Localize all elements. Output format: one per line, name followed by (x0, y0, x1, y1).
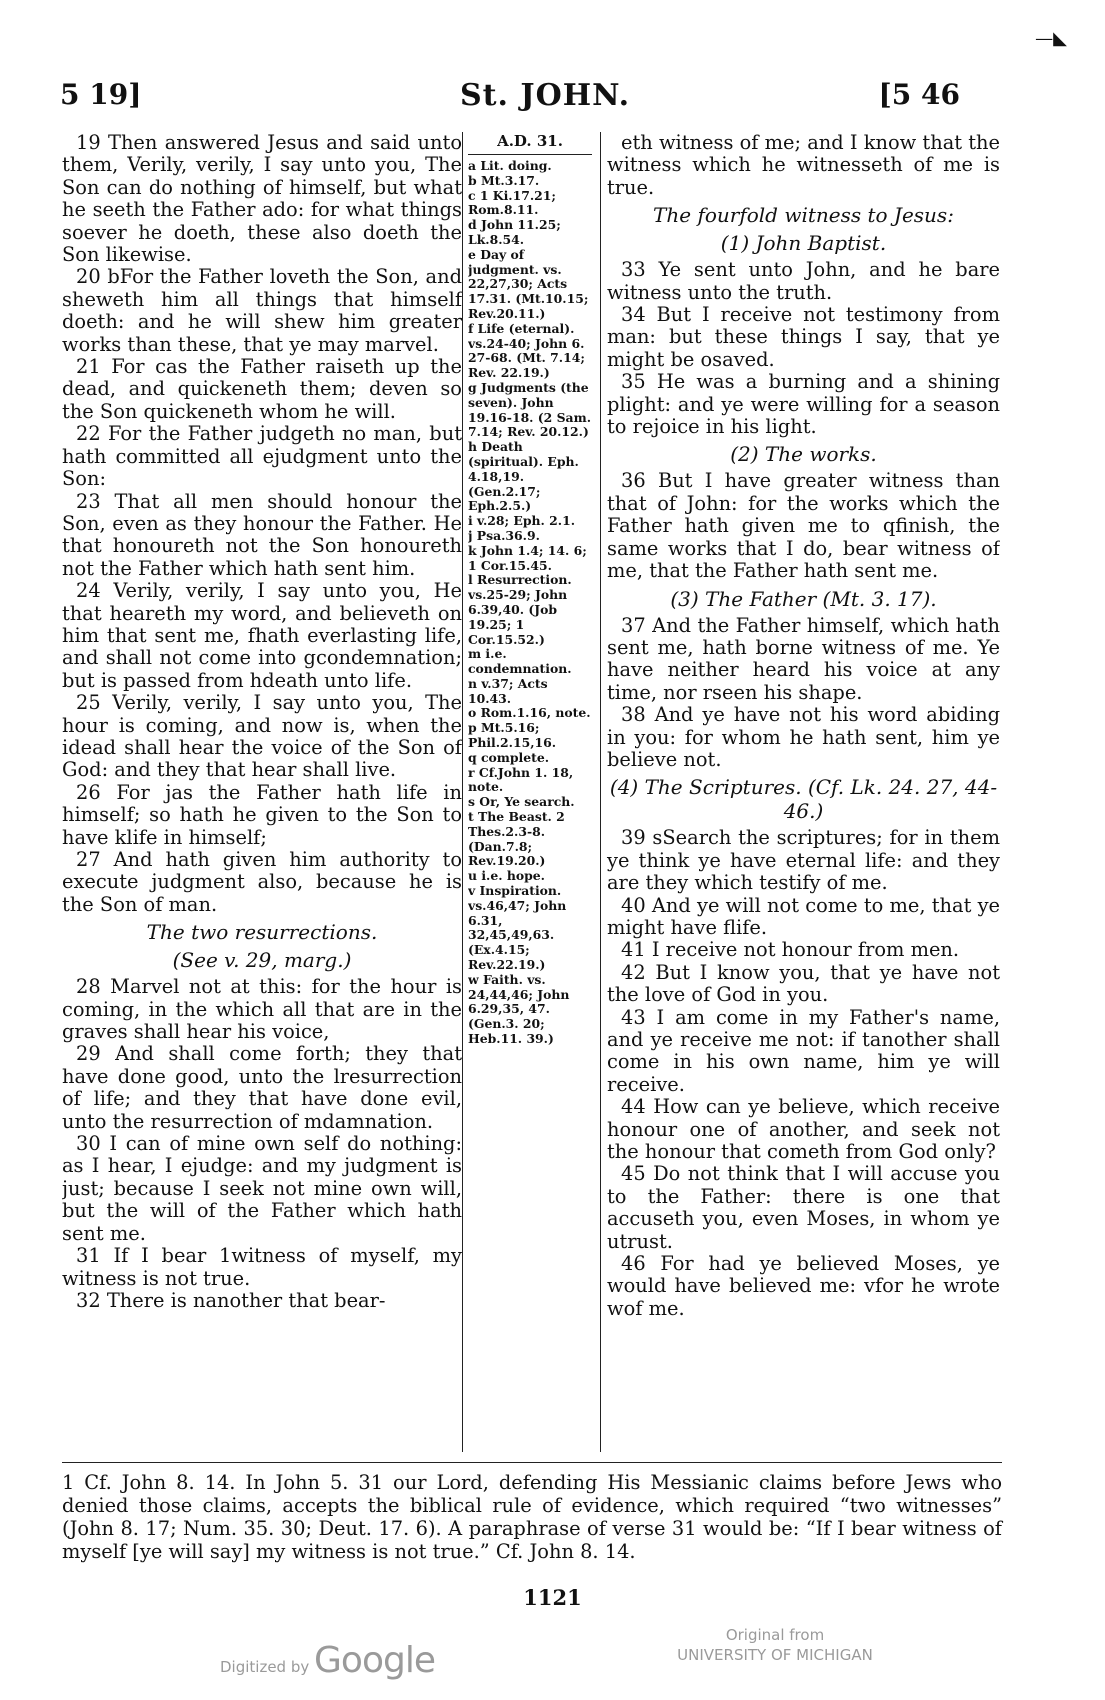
verse-paragraph: 40 And ye will not come to me, that ye might have flife. (607, 893, 1000, 939)
verse-paragraph: eth witness of me; and I know that the witness which he witnesseth of me is true. (607, 132, 1000, 199)
margin-date-heading: A.D. 31. (468, 132, 592, 155)
margin-reference-note: c 1 Ki.17.21; Rom.8.11. (468, 187, 556, 218)
header-left-reference: 5 19] (60, 78, 142, 111)
verse-paragraph: 34 But I receive not testimony from man: but these things I say, that ye might be osaved. (607, 303, 1000, 371)
verse-paragraph: 42 But I know you, that ye have not the love of God in you. (607, 960, 1000, 1007)
margin-reference-note: n v.37; Acts 10.43. (468, 675, 548, 706)
verse-paragraph: 39 sSearch the scriptures; for in them ye think ye have eternal life: and they are they which testify of me. (607, 826, 1000, 895)
verse-paragraph: 22 For the Father judgeth no man, but hath committed all ejudgment unto the Son: (62, 422, 462, 491)
margin-reference-note: m i.e. condemnation. (468, 646, 572, 677)
margin-reference-note: w Faith. vs. 24,44,46; John 6.29,35, 47. (Gen.3. 20; Heb.11. 39.) (468, 971, 570, 1047)
margin-references-column (468, 132, 592, 1452)
digitized-watermark (220, 1640, 435, 1681)
left-text-column (62, 132, 463, 1452)
margin-reference-note: o Rom.1.16, note. (468, 705, 591, 721)
verse-paragraph: 19 Then answered Jesus and said unto them, Verily, verily, I say unto you, The Son can do nothing of himself, but what he seeth the Father ado: for what things soever he doeth, these also doeth the Son likewise. (62, 132, 462, 267)
section-heading: (4) The Scriptures. (Cf. Lk. 24. 27, 44-46.) (609, 775, 998, 824)
verse-paragraph: 25 Verily, verily, I say unto you, The hour is coming, and now is, when the idead shall hear the voice of the Son of God: and they that hear shall live. (62, 691, 462, 782)
verse-paragraph: 43 I am come in my Father's name, and ye receive me not: if tanother shall come in his own name, him ye will receive. (607, 1005, 1000, 1096)
university-label: UNIVERSITY OF MICHIGAN (677, 1646, 873, 1664)
section-heading: (See v. 29, marg.) (172, 948, 352, 973)
corner-mark: —◣ (1035, 28, 1067, 49)
margin-reference-note: e Day of judgment. vs. 22,27,30; Acts 17.31. (Mt.10.15; Rev.20.11.) (468, 246, 589, 321)
section-heading: (1) John Baptist. (720, 231, 887, 256)
verse-paragraph: 37 And the Father himself, which hath sent me, hath borne witness of me. Ye have neither heard his voice at any time, nor rseen his shape. (607, 613, 1000, 704)
margin-notes-list (468, 159, 592, 1047)
right-text-column (600, 132, 1000, 1452)
verse-paragraph: 31 If I bear 1witness of myself, my witness is not true. (62, 1244, 462, 1290)
verse-paragraph: 33 Ye sent unto John, and he bare witness unto the truth. (607, 258, 1000, 304)
verse-paragraph: 41 I receive not honour from men. (621, 938, 960, 962)
google-logo-text: Google (314, 1640, 435, 1681)
margin-reference-note: b Mt.3.17. (468, 172, 540, 188)
margin-reference-note: g Judgments (the seven). John 19.16-18. (2 Sam. 7.14; Rev. 20.12.) (468, 379, 592, 440)
header-right-reference: [5 46 (878, 78, 960, 111)
verse-paragraph: 24 Verily, verily, I say unto you, He that heareth my word, and believeth on him that sent me, fhath everlasting life, and shall not come into gcondemnation; but is passed from hdeath unto life. (62, 579, 462, 692)
header-book-title: St. JOHN. (460, 78, 631, 113)
verse-paragraph: 38 And ye have not his word abiding in you: for whom he hath sent, him ye believe not. (607, 703, 1000, 771)
margin-reference-note: l Resurrection. vs.25-29; John 6.39,40. (Job 19.25; 1 Cor.15.52.) (468, 572, 572, 647)
page-number: 1121 (523, 1585, 582, 1610)
section-heading: The fourfold witness to Jesus: (653, 203, 954, 228)
margin-reference-note: s Or, Ye search. (468, 794, 575, 810)
verse-paragraph: 26 For jas the Father hath life in himself; so hath he given to the Son to have klife in himself; (62, 780, 462, 849)
section-heading: (3) The Father (Mt. 3. 17). (670, 586, 937, 611)
original-from-label: Original from (725, 1626, 825, 1644)
original-from-watermark (665, 1625, 885, 1665)
footnote: 1 Cf. John 8. 14. In John 5. 31 our Lord, defending His Messianic claims before Jews who denied those claims, accepts the biblical rule of evidence, which required “two witnesses” (John 8. 17; Num. 35. 30; Deut. 17. 6). A paraphrase of verse 31 would be: “If I bear witness of myself [ye will say] my witness is not true.” Cf. John 8. 14. (62, 1462, 1002, 1563)
margin-reference-note: t The Beast. 2 Thes.2.3-8. (Dan.7.8; Rev.19.20.) (468, 809, 565, 869)
verse-paragraph: 28 Marvel not at this: for the hour is coming, in the which all that are in the graves shall hear his voice, (62, 975, 462, 1044)
verse-paragraph: 20 bFor the Father loveth the Son, and sheweth him all things that himself doeth: and he will shew him greater works than these, that ye may marvel. (62, 265, 462, 356)
margin-reference-note: f Life (eternal). vs.24-40; John 6. 27-68. (Mt. 7.14; Rev. 22.19.) (468, 320, 585, 381)
section-heading: (2) The works. (730, 442, 877, 467)
verse-paragraph: 21 For cas the Father raiseth up the dead, and quickeneth them; deven so the Son quickeneth whom he will. (62, 355, 462, 423)
verse-paragraph: 30 I can of mine own self do nothing: as I hear, I ejudge: and my judgment is just; because I seek not mine own will, but the will of the Father which hath sent me. (62, 1132, 462, 1245)
verse-paragraph: 36 But I have greater witness than that of John: for the works which the Father hath given me to qfinish, the same works that I do, bear witness of me, that the Father hath sent me. (607, 469, 1000, 583)
verse-paragraph: 27 And hath given him authority to execute judgment also, because he is the Son of man. (62, 848, 462, 916)
margin-reference-note: i v.28; Eph. 2.1. (468, 513, 576, 529)
margin-reference-note: d John 11.25; Lk.8.54. (468, 217, 561, 247)
verse-paragraph: 29 And shall come forth; they that have done good, unto the lresurrection of life; and they that have done evil, unto the resurrection of mdamnation. (62, 1042, 462, 1133)
section-heading: The two resurrections. (146, 920, 378, 945)
digitized-by-label: Digitized by (220, 1658, 310, 1676)
margin-reference-note: u i.e. hope. (468, 868, 545, 884)
margin-reference-note: h Death (spiritual). Eph. 4.18,19. (Gen.2.17; Eph.2.5.) (468, 439, 579, 514)
margin-reference-note: r Cf.John 1. 18, note. (468, 764, 574, 795)
verse-paragraph: 32 There is nanother that bear- (76, 1288, 386, 1312)
verse-paragraph: 45 Do not think that I will accuse you to the Father: there is one that accuseth you, even Moses, in whom ye utrust. (607, 1162, 1000, 1253)
margin-reference-note: j Psa.36.9. (468, 527, 540, 543)
verse-paragraph: 44 How can ye believe, which receive honour one of another, and seek not the honour that cometh from God only? (607, 1095, 1000, 1164)
verse-paragraph: 23 That all men should honour the Son, even as they honour the Father. He that honoureth not the Son honoureth not the Father which hath sent him. (62, 489, 462, 580)
verse-paragraph: 35 He was a burning and a shining plight: and ye were willing for a season to rejoice in his light. (607, 370, 1000, 439)
running-header (60, 78, 960, 118)
margin-reference-note: a Lit. doing. (468, 158, 552, 173)
margin-reference-note: p Mt.5.16; Phil.2.15,16. (468, 720, 557, 751)
margin-reference-note: v Inspiration. vs.46,47; John 6.31, 32,45,49,63. (Ex.4.15; Rev.22.19.) (468, 883, 567, 973)
verse-paragraph: 46 For had ye believed Moses, ye would have believed me: vfor he wrote wof me. (607, 1252, 1000, 1320)
margin-reference-note: q complete. (468, 749, 550, 765)
margin-reference-note: k John 1.4; 14. 6; 1 Cor.15.45. (468, 542, 587, 573)
